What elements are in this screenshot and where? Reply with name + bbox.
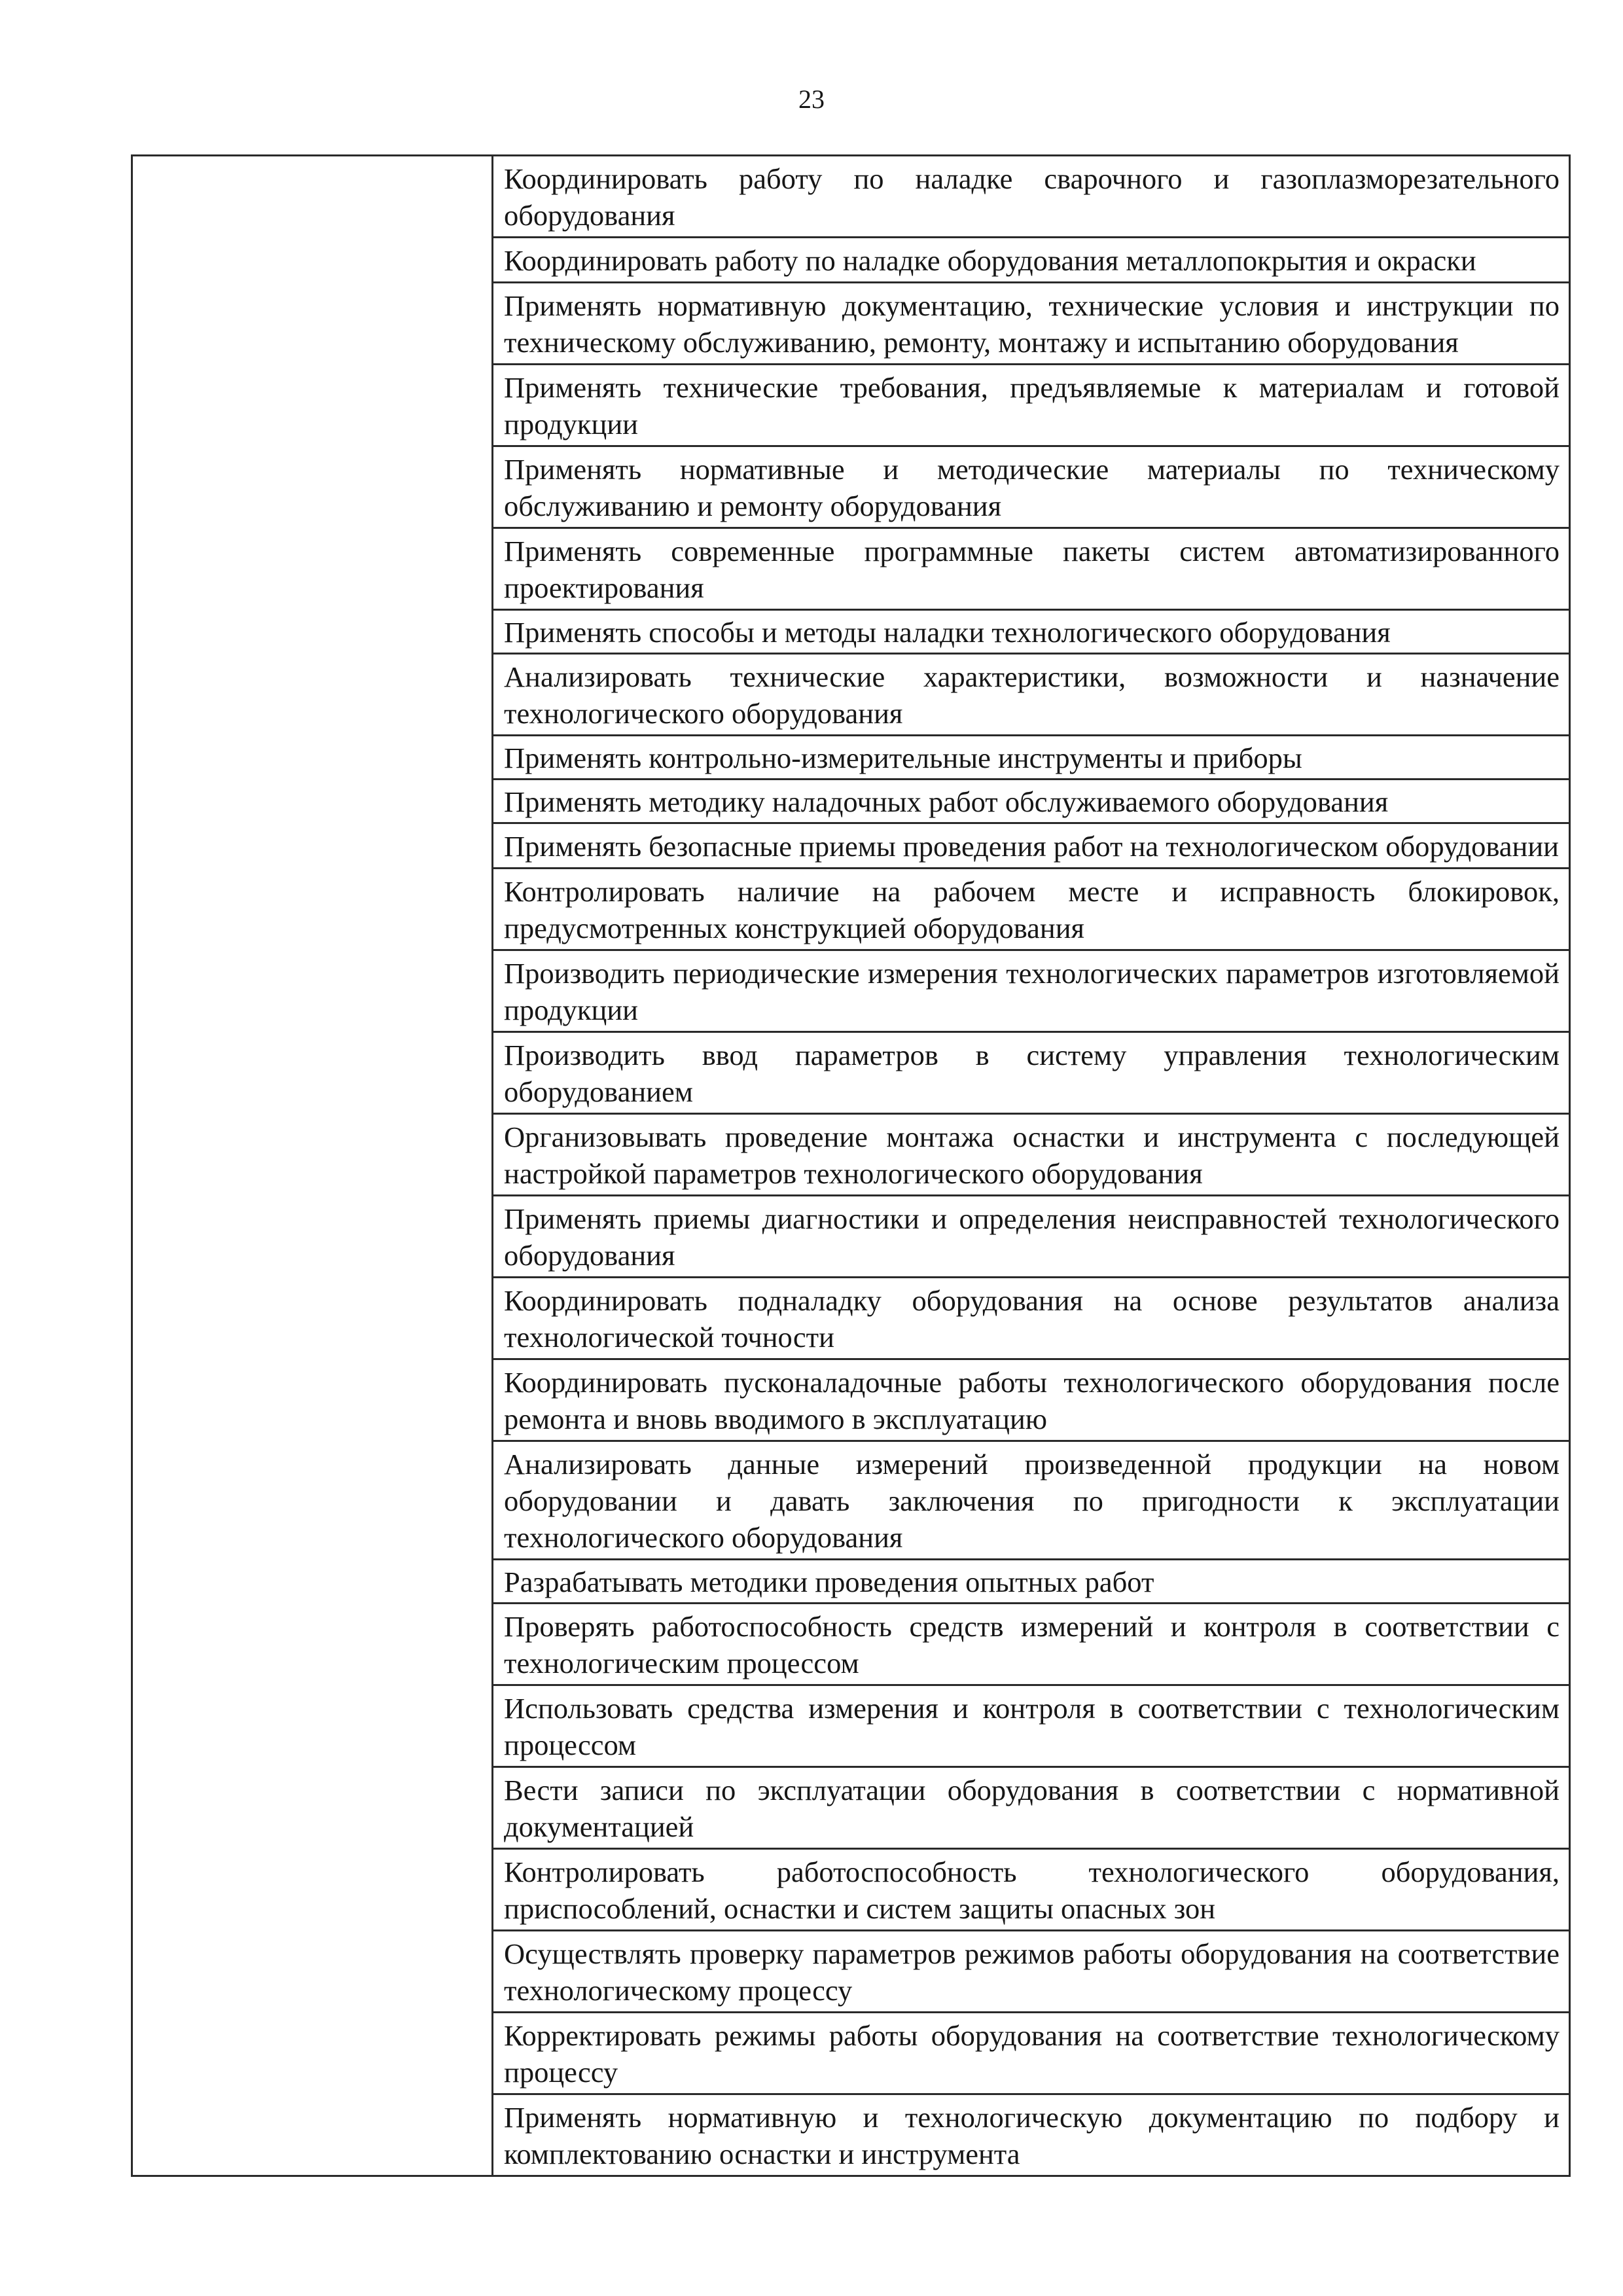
list-item: Анализировать технические характеристики, возможности и назначение технологического оборудования [493,655,1569,736]
list-item: Разрабатывать методики проведения опытных работ [493,1560,1569,1604]
list-item: Применять нормативную и технологическую документацию по подбору и комплектованию оснастки и инструмента [504,2101,1560,2170]
list-item: Производить периодические измерения технологических параметров изготовляемой продукции [493,951,1569,1033]
list-item: Контролировать работоспособность технологического оборудования, приспособлений, оснастки и систем защиты опасных зон [493,1850,1569,1931]
list-item: Корректировать режимы работы оборудования на соответствие технологическому процессу [493,2013,1569,2095]
list-item: Применять контрольно-измерительные инструменты и приборы [493,736,1569,780]
list-item: Применять современные программные пакеты систем автоматизированного проектирования [493,529,1569,611]
list-item: Координировать подналадку оборудования на основе результатов анализа технологической точности [493,1278,1569,1360]
list-item: Производить ввод параметров в систему управления технологическим оборудованием [493,1033,1569,1115]
competency-table [131,154,1571,2177]
skills-list-cell [493,156,1570,2176]
list-item: Координировать работу по наладке сварочного и газоплазморезательного оборудования [493,156,1569,238]
list-item: Анализировать данные измерений произведенной продукции на новом оборудовании и давать заключения по пригодности к эксплуатации технологического оборудования [493,1442,1569,1560]
list-item: Применять нормативные и методические материалы по техническому обслуживанию и ремонту оборудования [493,447,1569,529]
page-number: 23 [798,84,825,114]
list-item: Контролировать наличие на рабочем месте и исправность блокировок, предусмотренных конструкцией оборудования [493,869,1569,951]
list-item: Проверять работоспособность средств измерений и контроля в соответствии с технологическим процессом [493,1604,1569,1686]
list-item: Применять приемы диагностики и определения неисправностей технологического оборудования [493,1196,1569,1278]
list-item: Применять методику наладочных работ обслуживаемого оборудования [493,780,1569,824]
table-row [132,156,1570,2176]
list-item: Осуществлять проверку параметров режимов работы оборудования на соответствие технологическому процессу [493,1931,1569,2013]
list-item: Координировать работу по наладке оборудования металлопокрытия и окраски [493,238,1569,283]
list-item: Координировать пусконаладочные работы технологического оборудования после ремонта и вновь вводимого в эксплуатацию [493,1360,1569,1442]
list-item: Применять технические требования, предъявляемые к материалам и готовой продукции [493,365,1569,447]
list-item: Вести записи по эксплуатации оборудования в соответствии с нормативной документацией [493,1768,1569,1850]
left-column-cell [132,156,493,2176]
list-item: Применять безопасные приемы проведения работ на технологическом оборудовании [493,824,1569,869]
list-item: Организовывать проведение монтажа оснастки и инструмента с последующей настройкой параметров технологического оборудования [493,1115,1569,1196]
list-item: Применять нормативную документацию, технические условия и инструкции по техническому обслуживанию, ремонту, монтажу и испытанию оборудования [493,283,1569,365]
list-item: Использовать средства измерения и контроля в соответствии с технологическим процессом [493,1686,1569,1768]
list-item: Применять способы и методы наладки технологического оборудования [493,611,1569,655]
